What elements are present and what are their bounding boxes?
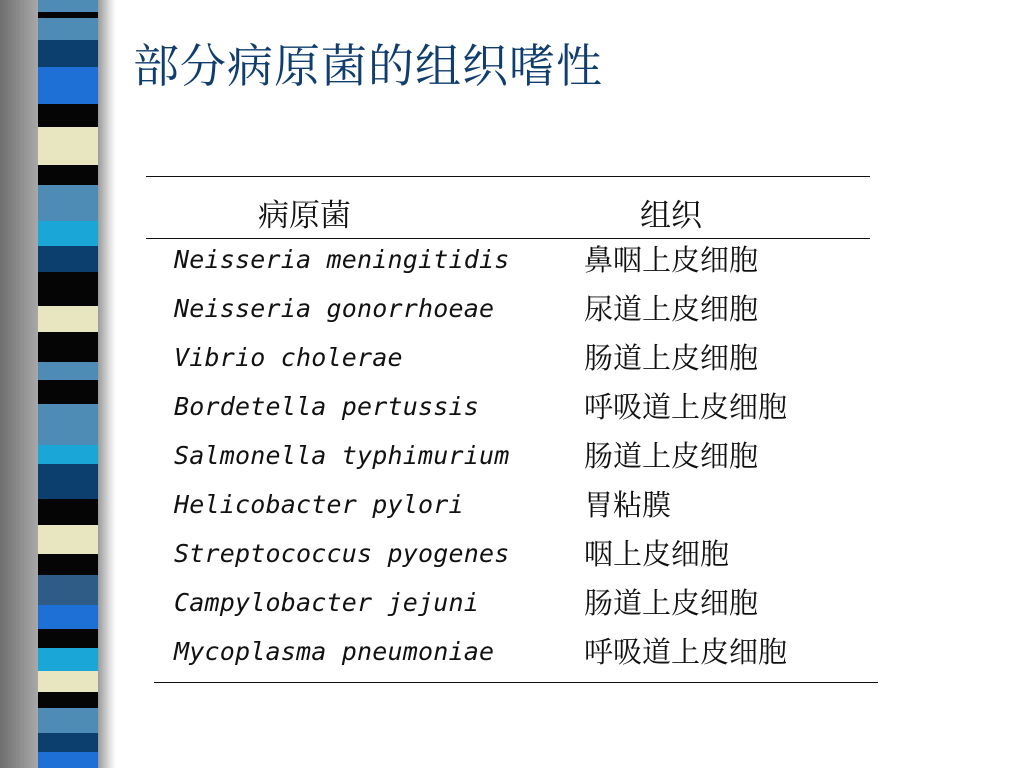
bacterium-name: Campylobacter jejuni — [174, 588, 480, 617]
tissue-name: 咽上皮细胞 — [584, 537, 730, 571]
header-tissue: 组织 — [640, 198, 702, 234]
table-bottom-rule — [154, 682, 878, 683]
table-header-rule — [146, 238, 870, 239]
table-row — [146, 240, 878, 289]
bacterium-name: Bordetella pertussis — [174, 392, 480, 421]
table-row — [146, 387, 878, 436]
table-row — [146, 534, 878, 583]
table-row — [146, 289, 878, 338]
table-row — [146, 583, 878, 632]
tissue-name: 呼吸道上皮细胞 — [584, 390, 788, 424]
header-pathogen: 病原菌 — [258, 198, 351, 234]
decorative-stripe-bar — [38, 0, 98, 768]
bacterium-name: Neisseria meningitidis — [174, 245, 510, 274]
left-grey-band — [0, 0, 38, 768]
table-row — [146, 338, 878, 387]
stripe-shadow — [98, 0, 116, 768]
tissue-name: 胃粘膜 — [584, 488, 672, 522]
bacterium-name: Helicobacter pylori — [174, 490, 464, 519]
tissue-name: 尿道上皮细胞 — [584, 292, 759, 326]
tissue-name: 鼻咽上皮细胞 — [584, 243, 759, 277]
table-row — [146, 485, 878, 534]
bacterium-name: Salmonella typhimurium — [174, 441, 510, 470]
tissue-name: 肠道上皮细胞 — [584, 341, 759, 375]
tissue-name: 肠道上皮细胞 — [584, 439, 759, 473]
table-row — [146, 436, 878, 485]
bacterium-name: Neisseria gonorrhoeae — [174, 294, 495, 323]
bacterium-name: Vibrio cholerae — [174, 343, 403, 372]
bacterium-name: Streptococcus pyogenes — [174, 539, 510, 568]
table-top-rule — [146, 176, 870, 177]
table-row — [146, 632, 878, 681]
tissue-name: 呼吸道上皮细胞 — [584, 635, 788, 669]
bacterium-name: Mycoplasma pneumoniae — [174, 637, 495, 666]
slide-title: 部分病原菌的组织嗜性 — [133, 39, 603, 93]
tissue-name: 肠道上皮细胞 — [584, 586, 759, 620]
